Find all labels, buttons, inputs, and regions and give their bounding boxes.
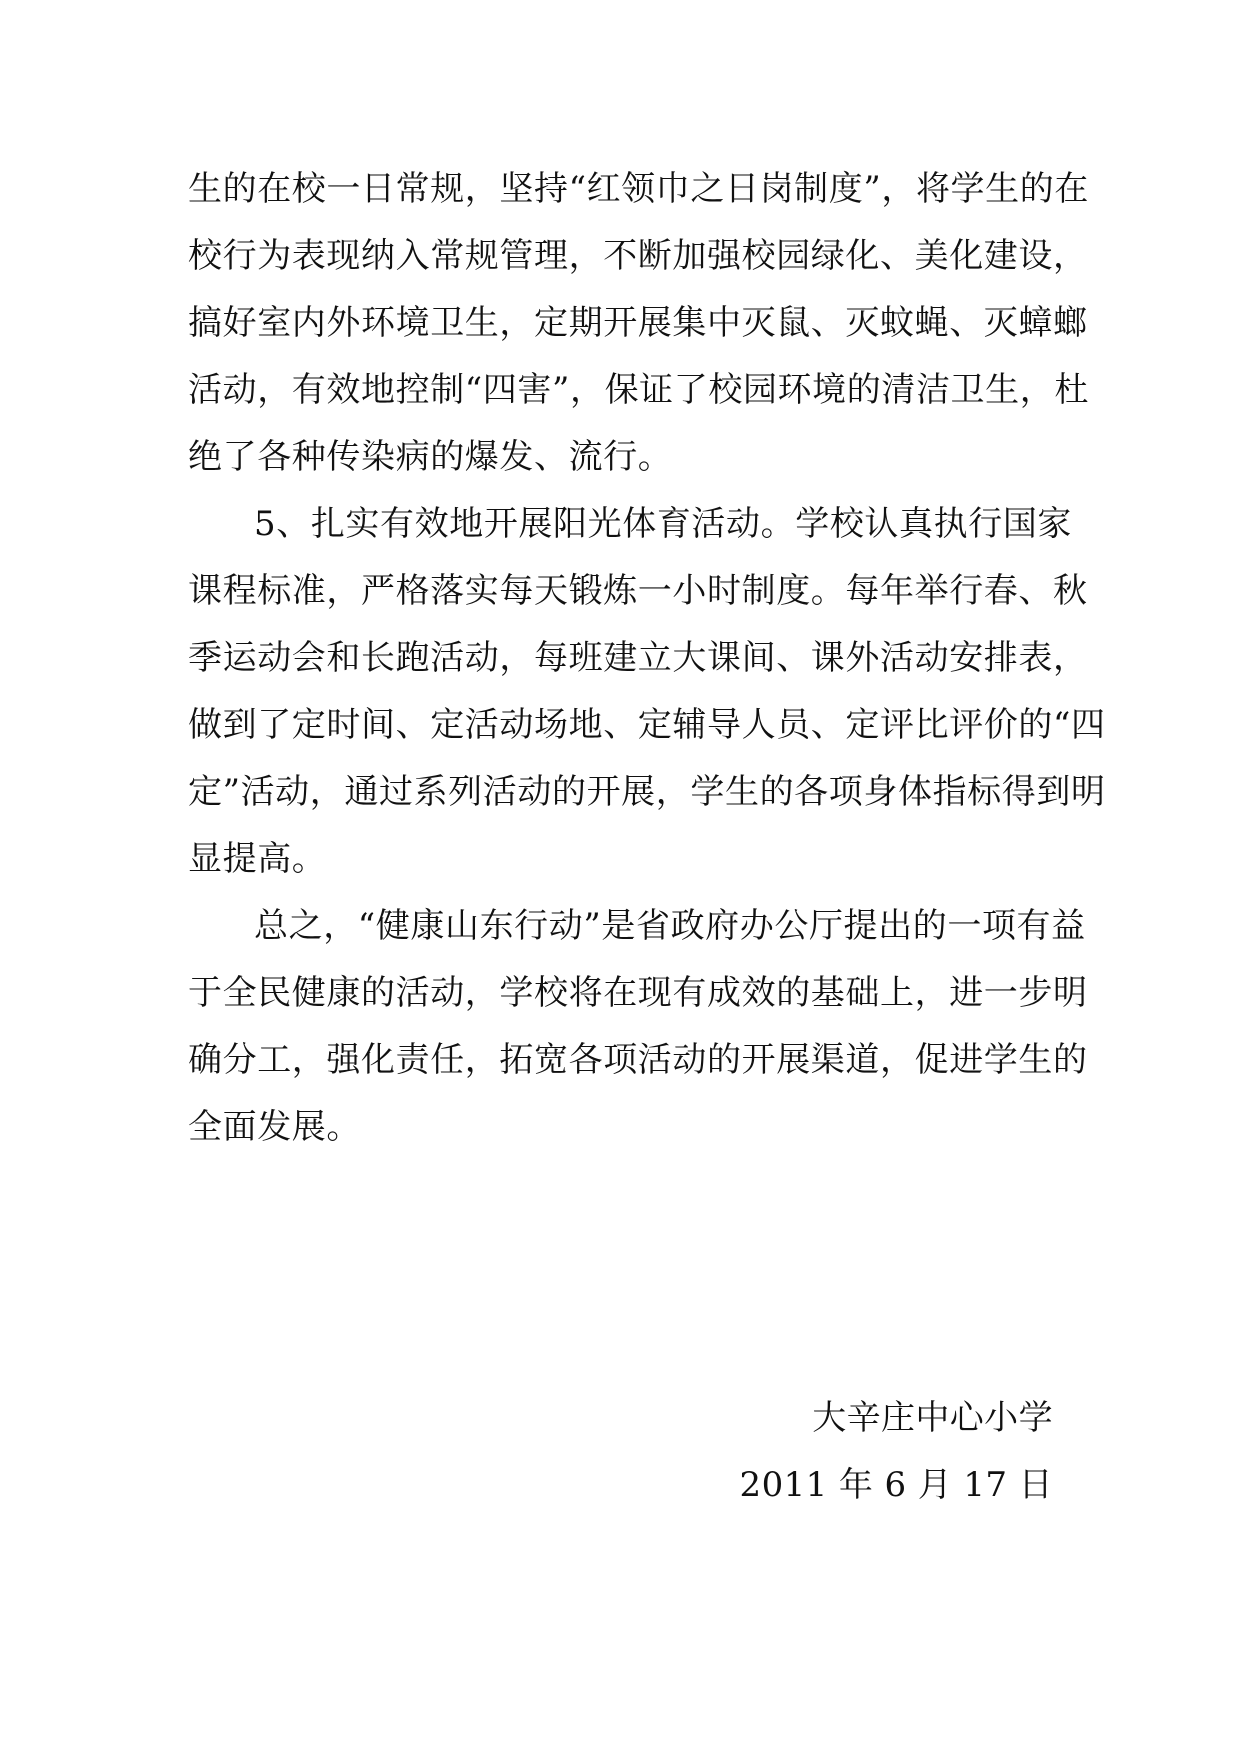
- document-body: [188, 156, 1106, 1161]
- text-line: 定”活动，通过系列活动的开展，学生的各项身体指标得到明: [188, 772, 1106, 812]
- text-line: 全面发展。: [188, 1107, 361, 1147]
- text-line: 季运动会和长跑活动，每班建立大课间、课外活动安排表，: [188, 638, 1088, 678]
- paragraph-sunshine-sports: [188, 491, 1106, 893]
- signature-organization: 大辛庄中心小学: [812, 1398, 1053, 1438]
- text-line: 校行为表现纳入常规管理，不断加强校园绿化、美化建设，: [188, 236, 1088, 276]
- signature-block: [740, 1385, 1053, 1519]
- text-line: 生的在校一日常规，坚持“红领巾之日岗制度”，将学生的在: [188, 169, 1089, 209]
- paragraph-school-routine: [188, 156, 1089, 491]
- text-line: 确分工，强化责任，拓宽各项活动的开展渠道，促进学生的: [188, 1040, 1088, 1080]
- text-line: 显提高。: [188, 839, 327, 879]
- text-line: 于全民健康的活动，学校将在现有成效的基础上，进一步明: [188, 973, 1088, 1013]
- text-line: 搞好室内外环境卫生，定期开展集中灭鼠、灭蚊蝇、灭蟑螂: [188, 303, 1088, 343]
- paragraph-summary: [188, 893, 1088, 1161]
- text-line: 课程标准，严格落实每天锻炼一小时制度。每年举行春、秋: [188, 571, 1088, 611]
- text-line: 5、扎实有效地开展阳光体育活动。学校认真执行国家: [254, 504, 1073, 544]
- text-line: 总之，“健康山东行动”是省政府办公厅提出的一项有益: [254, 906, 1086, 946]
- text-line: 做到了定时间、定活动场地、定辅导人员、定评比评价的“四: [188, 705, 1106, 745]
- signature-date: 2011 年 6 月 17 日: [739, 1465, 1053, 1505]
- text-line: 活动，有效地控制“四害”，保证了校园环境的清洁卫生，杜: [188, 370, 1089, 410]
- text-line: 绝了各种传染病的爆发、流行。: [188, 437, 673, 477]
